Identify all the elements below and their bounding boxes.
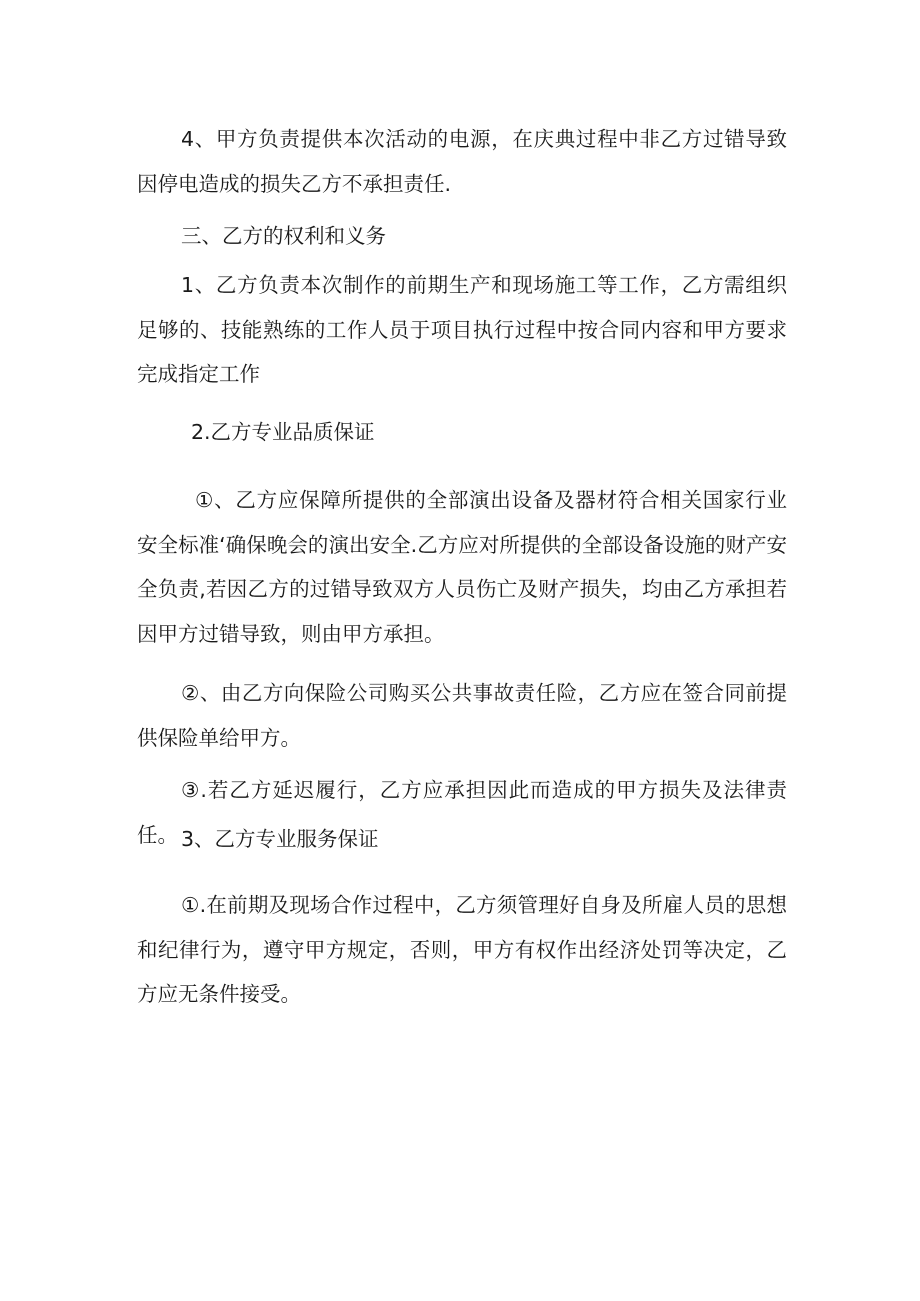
paragraph-power-supply: 4、甲方负责提供本次活动的电源，在庆典过程中非乙方过错导致因停电造成的损失乙方不承担责任. <box>137 127 787 196</box>
paragraph-staff-conduct: ①.在前期及现场合作过程中，乙方须管理好自身及所雇人员的思想和纪律行为，遵守甲方规定，否则，甲方有权作出经济处罚等决定，乙方应无条件接受。 <box>137 893 787 1006</box>
subheading-service-guarantee: 3、乙方专业服务保证 <box>181 827 379 851</box>
paragraph-party-b-production: 1、乙方负责本次制作的前期生产和现场施工等工作，乙方需组织足够的、技能熟练的工作人员于项目执行过程中按合同内容和甲方要求完成指定工作 <box>137 273 787 386</box>
paragraph-delay-liability: ③.若乙方延迟履行，乙方应承担因此而造成的甲方损失及法律责任。 <box>137 778 787 847</box>
paragraph-insurance: ②、由乙方向保险公司购买公共事故责任险，乙方应在签合同前提供保险单给甲方。 <box>137 681 787 750</box>
subheading-quality-guarantee: 2.乙方专业品质保证 <box>191 420 375 444</box>
section-heading-party-b-rights: 三、乙方的权利和义务 <box>181 224 386 248</box>
paragraph-equipment-safety: ①、乙方应保障所提供的全部演出设备及器材符合相关国家行业安全标准‘确保晚会的演出安全.乙方应对所提供的全部设备设施的财产安全负责,若因乙方的过错导致双方人员伤亡及财产损失，均由乙方承担若因甲方过错导致，则由甲方承担。 <box>137 488 787 646</box>
